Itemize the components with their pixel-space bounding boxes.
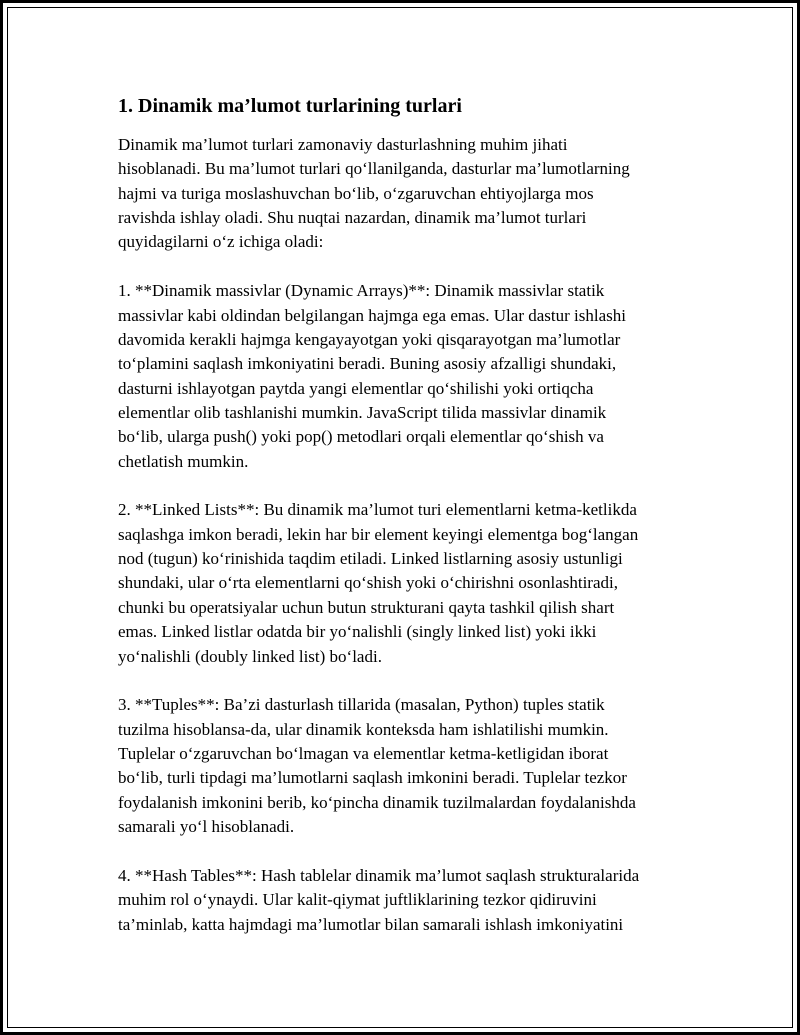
paragraph-dynamic-arrays: [118, 279, 708, 474]
text-line: yo‘nalishli (doubly linked list) bo‘ladi.: [118, 646, 382, 666]
text-line: muhim rol o‘ynaydi. Ular kalit-qiymat juftliklarining tezkor qidiruvini: [118, 890, 597, 910]
text-line: Dinamik ma’lumot turlari zamonaviy dasturlashning muhim jihati: [118, 135, 568, 154]
text-line: 1. **Dinamik massivlar (Dynamic Arrays)**: Dinamik massivlar statik: [118, 281, 605, 301]
paragraph-hash-tables: [118, 864, 708, 937]
text-line: davomida kerakli hajmga kengayayotgan yoki qisqarayotgan ma’lumotlar: [118, 329, 621, 349]
text-line: 3. **Tuples**: Ba’zi dasturlash tillarida (masalan, Python) tuples statik: [118, 695, 605, 715]
text-line: nod (tugun) ko‘rinishida taqdim etiladi. Linked listlarning asosiy ustunligi: [118, 549, 623, 569]
document-body: [118, 94, 708, 961]
text-line: 4. **Hash Tables**: Hash tablelar dinamik ma’lumot saqlash strukturalarida: [118, 865, 640, 885]
text-line: massivlar kabi oldindan belgilangan hajmga ega emas. Ular dastur ishlashi: [118, 305, 626, 325]
text-line: bo‘lib, ularga push() yoki pop() metodlari orqali elementlar qo‘shish va: [118, 427, 604, 447]
text-line: chetlatish mumkin.: [118, 451, 249, 471]
text-line: shundaki, ular o‘rta elementlarni qo‘shish yoki o‘chirishni osonlashtiradi,: [118, 573, 618, 593]
text-line: chunki bu operatsiyalar uchun butun strukturani qayta tashkil qilish shart: [118, 597, 615, 617]
section-heading: 1. Dinamik ma’lumot turlarining turlari: [118, 95, 462, 117]
text-line: elementlar olib tashlanishi mumkin. JavaScript tilida massivlar dinamik: [118, 402, 607, 422]
text-line: saqlashga imkon beradi, lekin har bir element keyingi elementga bog‘langan: [118, 524, 639, 544]
text-line: to‘plamini saqlash imkoniyatini beradi. Buning asosiy afzalligi shundaki,: [118, 354, 617, 374]
text-line: hajmi va turiga moslashuvchan bo‘lib, o‘zgaruvchan ehtiyojlarga mos: [118, 183, 594, 203]
text-line: samarali yo‘l hisoblanadi.: [118, 817, 295, 837]
text-line: tuzilma hisoblansa-da, ular dinamik konteksda ham ishlatilishi mumkin.: [118, 719, 609, 739]
paragraph-tuples: [118, 693, 708, 839]
text-line: ravishda ishlay oladi. Shu nuqtai nazardan, dinamik ma’lumot turlari: [118, 208, 587, 228]
text-line: 2. **Linked Lists**: Bu dinamik ma’lumot turi elementlarni ketma-ketlikda: [118, 500, 637, 520]
paragraph-intro: [118, 133, 708, 255]
text-line: hisoblanadi. Bu ma’lumot turlari qo‘llanilganda, dasturlar ma’lumotlarning: [118, 159, 630, 179]
paragraph-linked-lists: [118, 498, 708, 669]
text-line: emas. Linked listlar odatda bir yo‘nalishli (singly linked list) yoki ikki: [118, 622, 597, 642]
text-line: Tuplelar o‘zgaruvchan bo‘lmagan va elementlar ketma-ketligidan iborat: [118, 743, 609, 763]
text-line: quyidagilarni o‘z ichiga oladi:: [118, 232, 324, 252]
text-line: ta’minlab, katta hajmdagi ma’lumotlar bilan samarali ishlash imkoniyatini: [118, 914, 624, 934]
text-line: dasturni ishlayotgan paytda yangi elementlar qo‘shilishi yoki ortiqcha: [118, 378, 594, 398]
text-line: foydalanish imkonini berib, ko‘pincha dinamik tuzilmalardan foydalanishda: [118, 792, 636, 812]
text-line: bo‘lib, turli tipdagi ma’lumotlarni saqlash imkonini beradi. Tuplelar tezkor: [118, 768, 627, 788]
